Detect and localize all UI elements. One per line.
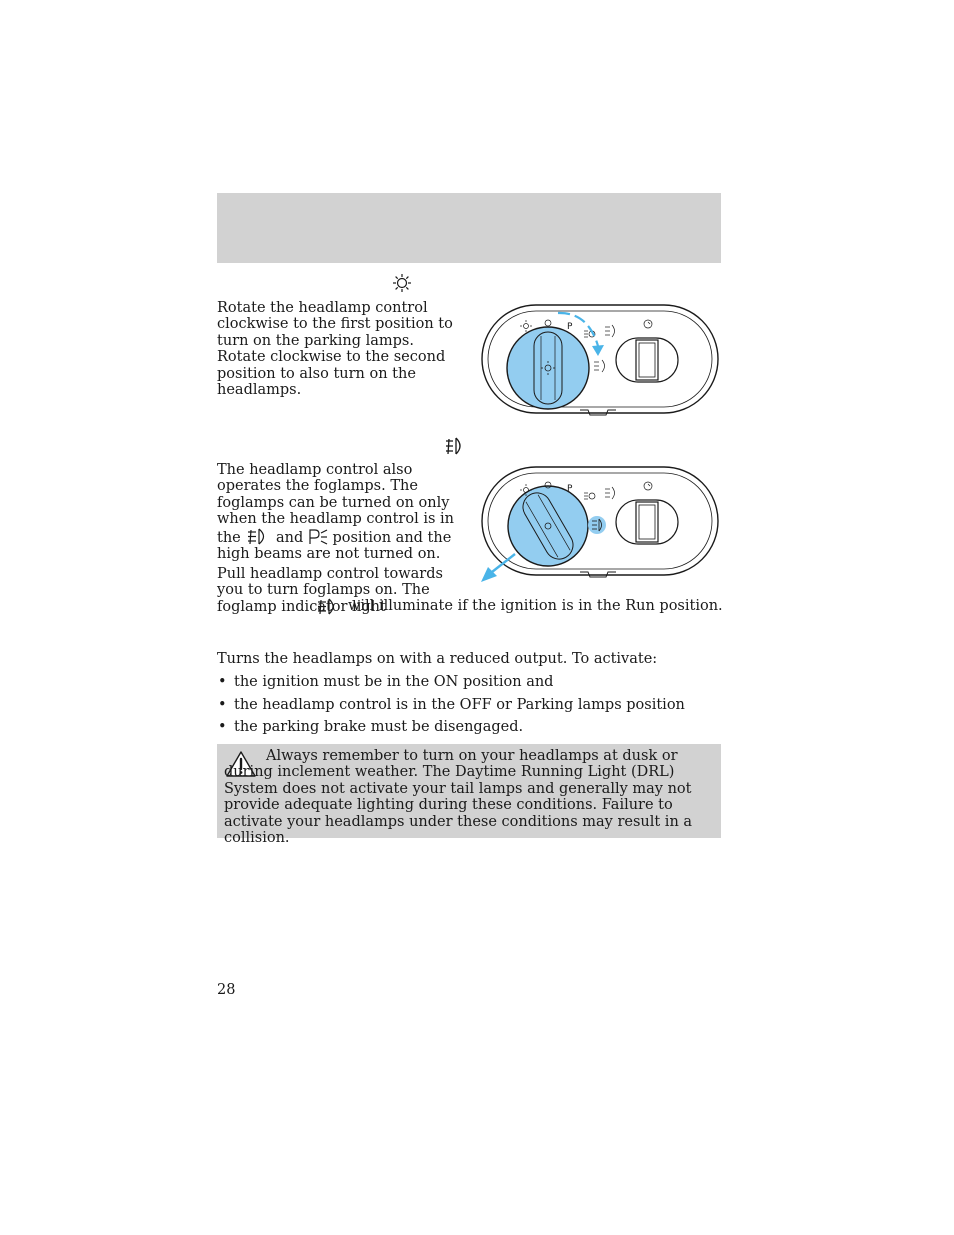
headlamp-control-rotate-diagram xyxy=(480,302,722,420)
page-number: 28 xyxy=(217,982,236,998)
drl-intro: Turns the headlamps on with a reduced output. To activate: xyxy=(217,651,658,667)
foglamps-paragraph: The headlamp control also operates the foglamps. The foglamps can be turned on only when the headlamp control is in the and position and the high beams are not turned on. xyxy=(217,462,454,563)
headlamp-sun-icon xyxy=(392,273,412,293)
parking-lamps-icon xyxy=(308,528,328,545)
drl-conditions-list xyxy=(217,674,727,742)
headlamps-paragraph: Rotate the headlamp control clockwise to the first position to turn on the parking lamps. Rotate clockwise to the second position to also turn on the headlamps. xyxy=(217,300,453,399)
foglamp-indicator-icon xyxy=(316,598,340,615)
pull-paragraph-top: Pull headlamp control towards you to turn foglamps on. The foglamp indicator light xyxy=(217,566,443,615)
list-item: • the ignition must be in the ON position and xyxy=(217,674,727,697)
list-item: • the headlamp control is in the OFF or Parking lamps position xyxy=(217,697,727,720)
foglamp-control-pull-diagram xyxy=(478,466,722,584)
parking-label: P xyxy=(567,322,573,332)
warning-box xyxy=(217,744,721,847)
foglamp-icon xyxy=(444,436,466,456)
parking-label-2: P xyxy=(567,484,573,494)
list-item: • the parking brake must be disengaged. xyxy=(217,719,727,742)
pull-paragraph-end: will illuminate if the ignition is in the Run position. xyxy=(348,598,723,614)
warning-text: Always remember to turn on your headlamps at dusk or during inclement weather. The Daytime Running Light (DRL) System does not activate your tail lamps and generally may not provide adequate lighting during these conditions. Failure to activate your headlamps under these conditions may result in a collision. xyxy=(224,748,693,847)
section-header-bar xyxy=(217,193,721,263)
low-beam-headlamp-icon xyxy=(245,528,271,545)
